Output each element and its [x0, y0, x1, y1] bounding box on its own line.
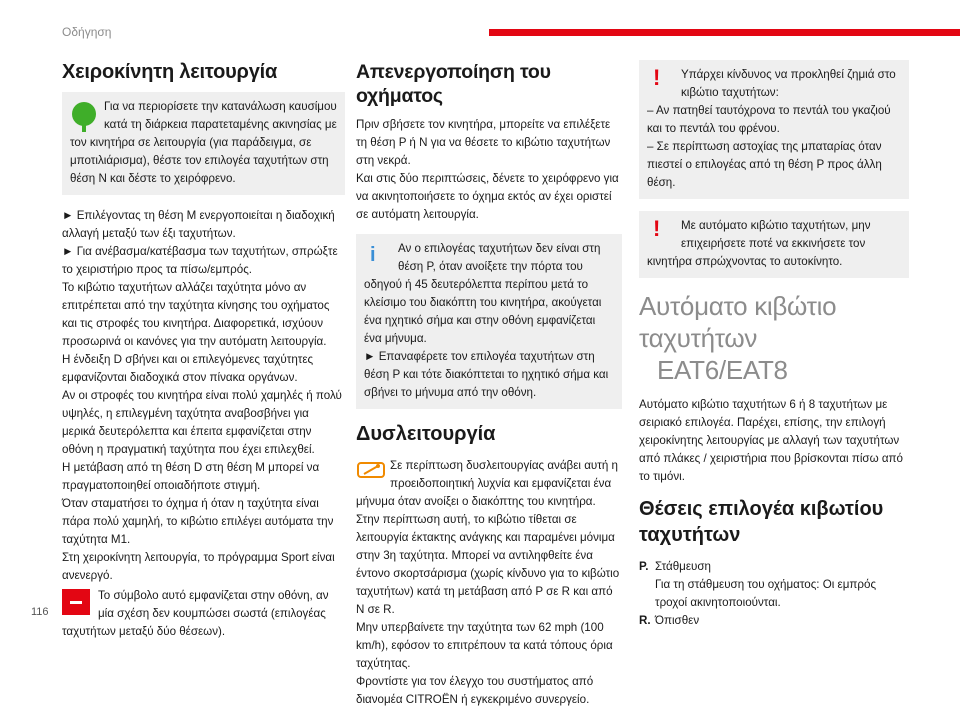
paragraph: Αυτόματο κιβώτιο ταχυτήτων 6 ή 8 ταχυτήτων με σειριακό επιλογέα. Παρέχει, επίσης, την επιλογή χειροκίνητης λειτουργίας με αλλαγή των ταχυτήτων από πλάκες / χειριστήρια που βρίσκονται πίσω από το τιμόνι.: [639, 398, 903, 483]
warning-text: – Σε περίπτωση αστοχίας της μπαταρίας όταν πιεστεί ο επιλογέας από τη θέση P προς άλλη θέση.: [647, 140, 882, 189]
list-item: [639, 558, 909, 612]
section-label: Οδήγηση: [62, 25, 112, 39]
position-label: Στάθμευση: [655, 560, 711, 573]
fault-note: [356, 457, 622, 511]
column-automatic-gearbox: [639, 60, 909, 630]
paragraph: Η ένδειξη D σβήνει και οι επιλεγόμενες ταχύτητες εμφανίζονται διαδοχικά στον πίνακα οργάνων.: [62, 353, 314, 384]
switch-off-title: Απενεργοποίηση του οχήματος: [356, 61, 551, 107]
info-icon: i: [370, 244, 376, 266]
paragraph: Μην υπερβαίνετε την ταχύτητα των 62 mph (100 km/h), εφόσον το επιτρέπουν τα κατά τόπους όρια ταχύτητας.: [356, 621, 613, 670]
position-key: R.: [639, 614, 651, 627]
info-note-text: ► Επαναφέρετε τον επιλογέα ταχυτήτων στη θέση P και τότε διακόπτεται το ηχητικό σήμα και σβήνει το μήνυμα από την οθόνη.: [364, 350, 609, 399]
fault-title: Δυσλειτουργία: [356, 423, 496, 445]
eco-note-box: [62, 92, 345, 195]
auto-gearbox-title: [639, 290, 909, 386]
auto-gearbox-title-line-2: EAT6/EAT8: [657, 355, 788, 385]
header-accent-bar: [489, 29, 960, 36]
manual-mode-body: [62, 207, 345, 585]
positions-title: Θέσεις επιλογέα κιβωτίου ταχυτήτων: [639, 498, 884, 546]
manual-mode-title: Χειροκίνητη λειτουργία: [62, 61, 278, 83]
auto-gearbox-title-line-1: Αυτόματο κιβώτιο ταχυτήτων: [639, 291, 837, 353]
warning-text: Με αυτόματο κιβώτιο ταχυτήτων, μην επιχειρήσετε ποτέ να εκκινήσετε τον κινητήρα σπρώχνοντας το αυτοκίνητο.: [647, 219, 871, 268]
paragraph: ► Επιλέγοντας τη θέση M ενεργοποιείται η διαδοχική αλλαγή μεταξύ των έξι ταχυτήτων.: [62, 209, 335, 240]
position-desc: Για τη στάθμευση του οχήματος: Οι εμπρός τροχοί ακινητοποιούνται.: [655, 578, 877, 609]
gear-fault-symbol-icon: [62, 587, 92, 617]
paragraph: Η μετάβαση από τη θέση D στη θέση M μπορεί να πραγματοποιηθεί οποιαδήποτε στιγμή.: [62, 461, 320, 492]
paragraph: Φροντίστε για τον έλεγχο του συστήματος από διανομέα CITROËN ή εγκεκριμένο συνεργείο.: [356, 675, 594, 706]
paragraph: Στην περίπτωση αυτή, το κιβώτιο τίθεται σε λειτουργία έκτακτης ανάγκης και παραμένει μόνιμα στην 3η ταχύτητα. Μπορεί να αντιληφθείτε ένα έντονο σκορτσάρισμα (χωρίς κίνδυνο για το κιβώτιο ταχυτήτων) κατά τη μετάβαση από P σε R και από N σε R.: [356, 513, 620, 616]
paragraph: Στη χειροκίνητη λειτουργία, το πρόγραμμα Sport είναι ανενεργό.: [62, 551, 335, 582]
eco-note-text: Για να περιορίσετε την κατανάλωση καυσίμου κατά τη διάρκεια παρατεταμένης ακινησίας με τον κινητήρα σε λειτουργία (για παράδειγμα, σε μποτιλιάρισμα), θέστε τον επιλογέα ταχυτήτων στη θέση N και δέστε το χειρόφρενο.: [70, 100, 337, 185]
paragraph: Όταν σταματήσει το όχημα ή όταν η ταχύτητα είναι πάρα πολύ χαμηλή, το κιβώτιο επιλέγει αυτόματα την ταχύτητα M1.: [62, 497, 334, 546]
column-switch-off: [356, 60, 622, 709]
eco-leaf-icon: [70, 98, 98, 132]
warning-box-1: [639, 60, 909, 199]
paragraph: ► Για ανέβασμα/κατέβασμα των ταχυτήτων, σπρώξτε το χειριστήριο προς τα πίσω/εμπρός.: [62, 245, 338, 276]
position-label: Όπισθεν: [655, 614, 700, 627]
symbol-note: [62, 587, 345, 641]
column-manual-mode: [62, 60, 345, 641]
paragraph: Αν οι στροφές του κινητήρα είναι πολύ χαμηλές ή πολύ υψηλές, η επιλεγμένη ταχύτητα αναβοσβήνει για μερικά δευτερόλεπτα και έπειτα εμφανίζεται στην οθόνη η πραγματική ταχύτητα που έχει επιλεχθεί.: [62, 389, 342, 456]
list-item: [639, 612, 909, 630]
fault-note-text: Σε περίπτωση δυσλειτουργίας ανάβει αυτή η προειδοποιητική λυχνία και εμφανίζεται ένα μήνυμα όταν ανοίξει ο διακόπτης του κινητήρα.: [356, 459, 618, 508]
positions-list: [639, 558, 909, 630]
info-note-box: [356, 234, 622, 409]
position-key: P.: [639, 560, 649, 573]
paragraph: Πριν σβήσετε τον κινητήρα, μπορείτε να επιλέξετε τη θέση P ή N για να θέσετε το κιβώτιο ταχυτήτων στη νεκρά.: [356, 118, 611, 167]
warning-icon: !: [653, 216, 661, 241]
gearbox-warning-lamp-icon: [356, 457, 384, 487]
symbol-note-text: Το σύμβολο αυτό εμφανίζεται στην οθόνη, αν μία σχέση δεν κουμπώσει σωστά (επιλογέας ταχυτήτων μεταξύ δύο θέσεων).: [62, 589, 329, 638]
paragraph: Το κιβώτιο ταχυτήτων αλλάζει ταχύτητα μόνο αν επιτρέπεται από την ταχύτητα κίνησης του οχήματος και τις στροφές του κινητήρα. Διαφορετικά, ισχύουν προσωρινά οι κανόνες για την αυτόματη λειτουργία.: [62, 281, 330, 348]
warning-icon: !: [653, 65, 661, 90]
warning-box-2: [639, 211, 909, 278]
paragraph: Και στις δύο περιπτώσεις, δένετε το χειρόφρενο για να ακινητοποιήσετε το όχημα εκτός αν έχει οριστεί σε αυτόματη λειτουργία.: [356, 172, 619, 221]
warning-text: – Αν πατηθεί ταυτόχρονα το πεντάλ του γκαζιού και το πεντάλ του φρένου.: [647, 104, 891, 135]
warning-text: Υπάρχει κίνδυνος να προκληθεί ζημιά στο κιβώτιο ταχυτήτων:: [681, 68, 896, 99]
info-note-text: Αν ο επιλογέας ταχυτήτων δεν είναι στη θέση P, όταν ανοίξετε την πόρτα του οδηγού ή 45 δευτερόλεπτα περίπου μετά το κλείσιμο του διακόπτη του κινητήρα, ακούγεται ένα ηχητικό σήμα και στην οθόνη εμφανίζεται ένα μήνυμα.: [364, 242, 602, 345]
page-number: 116: [31, 606, 49, 618]
